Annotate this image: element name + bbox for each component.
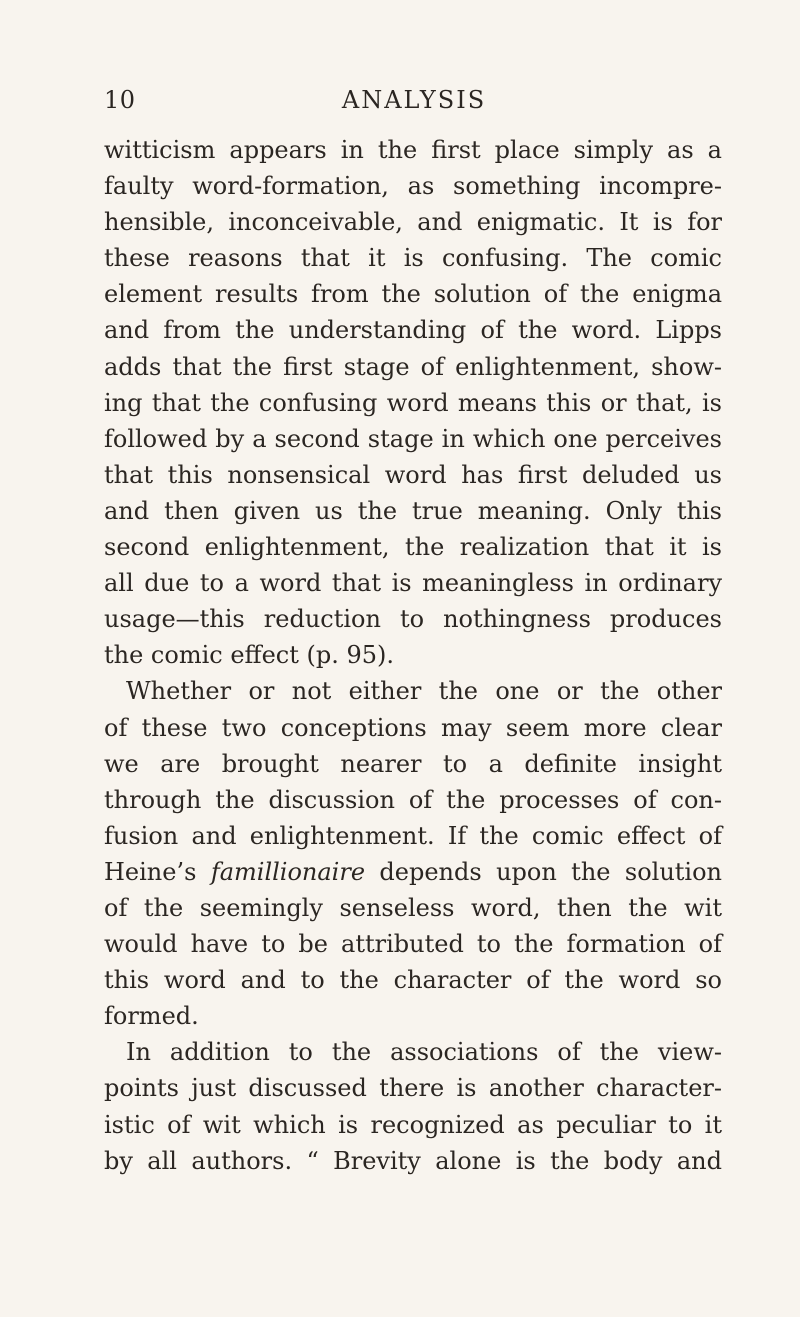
text-line: and from the understanding of the word. Lipps [104, 316, 722, 345]
text-line: would have to be attributed to the formation of [104, 930, 722, 959]
text-line: witticism appears in the first place simply as a [104, 136, 722, 164]
text-line: ing that the confusing word means this or that, is [104, 388, 722, 417]
italic-word: famillionaire [210, 857, 366, 886]
text-line: fusion and enlightenment. If the comic effect of [104, 821, 722, 850]
text-line: the comic effect (p. 95). [104, 641, 395, 670]
running-head: ANALYSIS [341, 86, 487, 114]
text-line: all due to a word that is meaningless in ordinary [104, 569, 722, 598]
text-line: followed by a second stage in which one perceives [104, 424, 722, 453]
text-line: Whether or not either the one or the other [126, 677, 722, 706]
text-line: this word and to the character of the word so [104, 966, 722, 995]
text-line: of these two conceptions may seem more clear [104, 713, 722, 742]
page-number: 10 [104, 86, 136, 114]
text-line: adds that the first stage of enlightenment, show- [104, 352, 722, 381]
text-line: istic of wit which is recognized as peculiar to it [104, 1110, 722, 1139]
text-line: these reasons that it is confusing. The comic [104, 244, 722, 273]
text-line: and then given us the true meaning. Only this [104, 496, 722, 525]
body-text [104, 132, 722, 1179]
text-line-mixed [104, 854, 722, 890]
text-line: usage—this reduction to nothingness produces [104, 605, 722, 634]
text-line: of the seemingly senseless word, then the wit [104, 893, 722, 922]
page-header [104, 86, 724, 118]
text-line: we are brought nearer to a definite insight [104, 749, 722, 778]
text-line: hensible, inconceivable, and enigmatic. It is for [104, 208, 722, 237]
text-line: formed. [104, 1002, 199, 1031]
text-fragment: Heine’s [104, 857, 211, 886]
text-line: faulty word-formation, as something incompre- [104, 172, 722, 201]
text-line: by all authors. “ Brevity alone is the body and [104, 1146, 722, 1175]
text-line: element results from the solution of the enigma [104, 280, 722, 309]
text-line: through the discussion of the processes of con- [104, 785, 722, 814]
text-fragment: depends upon the solution [365, 857, 722, 886]
text-line: In addition to the associations of the view- [126, 1038, 722, 1067]
text-line: points just discussed there is another character- [104, 1074, 722, 1103]
text-line: that this nonsensical word has first deluded us [104, 460, 722, 489]
text-line: second enlightenment, the realization that it is [104, 533, 722, 562]
